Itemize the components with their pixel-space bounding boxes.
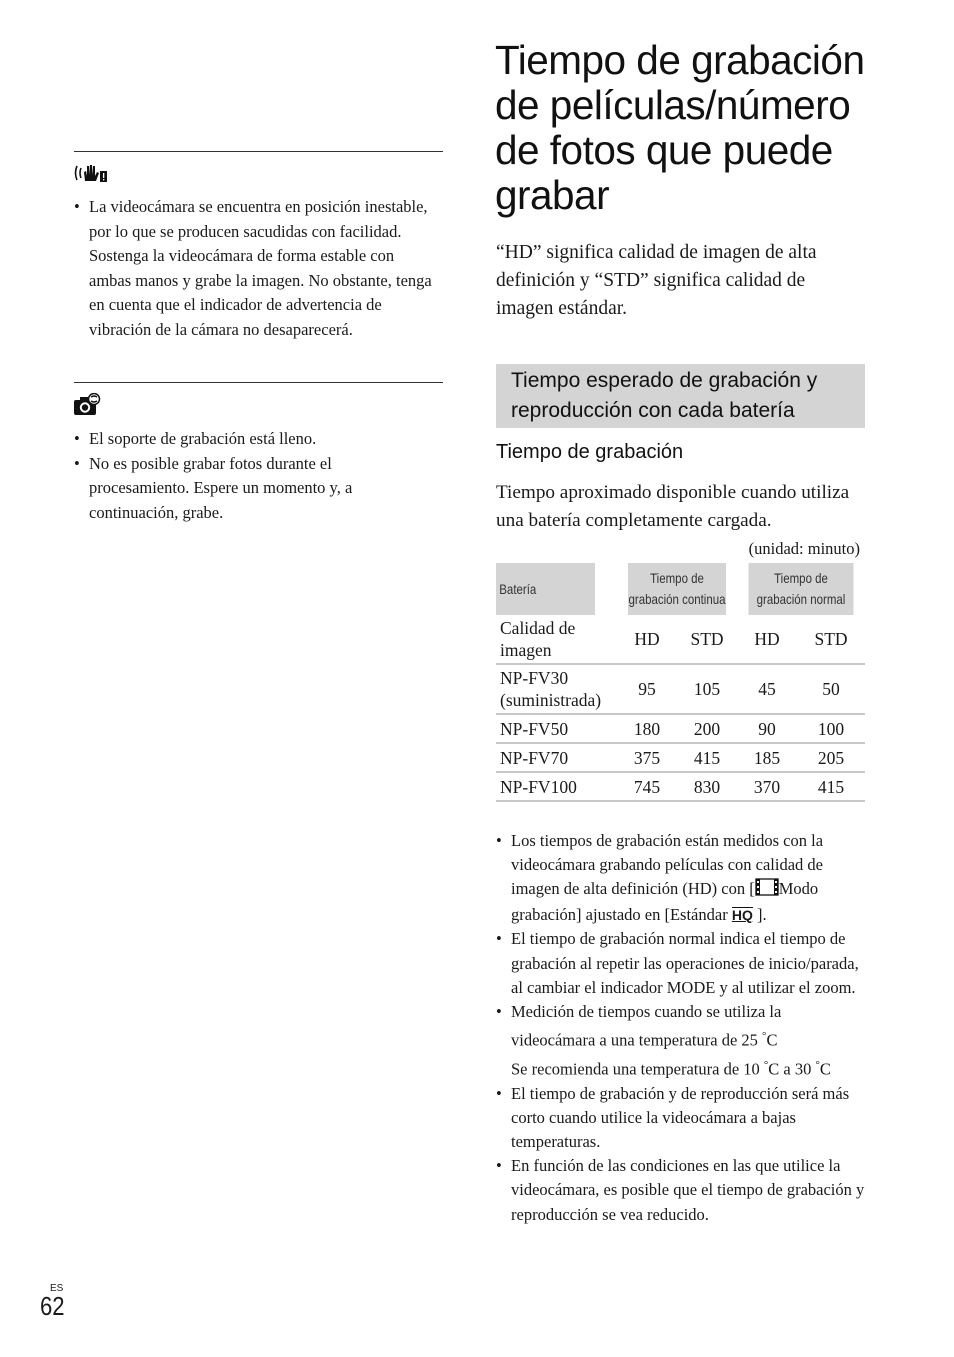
header-continuous: Tiempo de grabación continua <box>628 563 726 615</box>
table-row: NP-FV70 375 415 185 205 <box>496 743 865 772</box>
list-item: • Medición de tiempos cuando se utiliza la videocámara a una temperatura de 25 °C Se recomienda una temperatura de 10 °C a 30 °C <box>496 1000 866 1082</box>
page-number: 62 <box>40 1291 65 1321</box>
subheading: Tiempo de grabación <box>496 441 684 463</box>
unit-note: (unidad: minuto) <box>748 539 860 558</box>
notes-list <box>496 829 866 1227</box>
language-code: ES <box>50 1283 64 1294</box>
section-title: Tiempo esperado de grabación y reproducción con cada batería <box>511 369 818 422</box>
list-item: • El soporte de grabación está lleno. <box>74 427 414 452</box>
header-normal: Tiempo de grabación normal <box>749 563 854 615</box>
table-header-row <box>496 563 865 615</box>
list-item: • Los tiempos de grabación están medidos con la videocámara grabando películas con calidad de imagen de alta definición (HD) con [ Modo grabación] ajustado en [Estándar HQ ]. <box>496 829 866 927</box>
list-item: • El tiempo de grabación normal indica el tiempo de grabación al repetir las operaciones de inicio/parada, al cambiar el indicador MODE y al utilizar el zoom. <box>496 927 866 1000</box>
list-item: • La videocámara se encuentra en posición inestable, por lo que se producen sacudidas con facilidad. Sostenga la videocámara de forma estable con ambas manos y grabe la imagen. No obstante, tenga en cuenta que el indicador de advertencia de vibración de la cámara no desaparecerá. <box>74 195 434 343</box>
description: Tiempo aproximado disponible cuando utiliza una batería completamente cargada. <box>496 482 850 531</box>
battery-table <box>496 563 865 802</box>
divider-middle <box>74 382 443 383</box>
camera-shake-warning-list <box>74 195 434 343</box>
list-item: • No es posible grabar fotos durante el procesamiento. Espere un momento y, a continuación, grabe. <box>74 452 414 526</box>
header-battery: Batería <box>496 563 595 615</box>
intro-paragraph: “HD” significa calidad de imagen de alta definición y “STD” significa calidad de imagen estándar. <box>496 242 817 319</box>
photo-recording-warning-icon <box>73 393 101 422</box>
hq-badge: HQ <box>731 907 753 924</box>
photo-recording-warning-list <box>74 427 414 525</box>
camera-shake-warning-icon <box>73 162 109 189</box>
list-item: • En función de las condiciones en las que utilice la videocámara, es posible que el tiempo de grabación y reproducción se vea reducido. <box>496 1154 866 1227</box>
table-row: NP-FV50 180 200 90 100 <box>496 714 865 743</box>
table-row: Calidad de imagen HD STD HD STD <box>496 615 865 664</box>
page-title: Tiempo de grabación de películas/número de fotos que puede grabar <box>495 37 865 218</box>
table-row: NP-FV100 745 830 370 415 <box>496 772 865 801</box>
divider-top <box>74 151 443 152</box>
movie-film-icon <box>755 878 779 903</box>
list-item: • El tiempo de grabación y de reproducción será más corto cuando utilice la videocámara a bajas temperaturas. <box>496 1082 866 1155</box>
table-row: NP-FV30 (suministrada) 95 105 45 50 <box>496 664 865 714</box>
section-header <box>496 364 865 428</box>
